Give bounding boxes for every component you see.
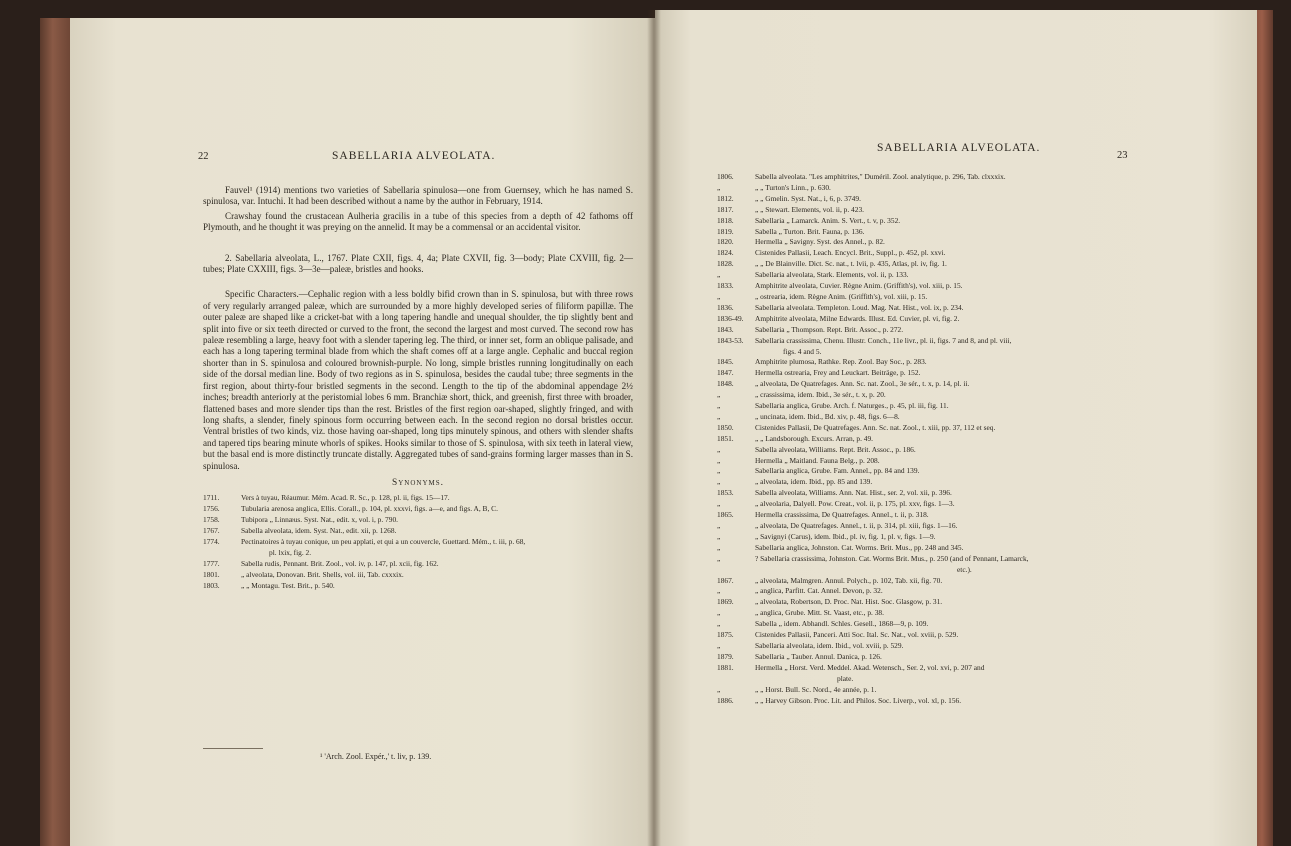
synonym-year: 1812. [717, 193, 734, 203]
synonym-year: 1836-49. [717, 313, 744, 323]
synonym-row [717, 292, 1195, 303]
synonym-text: Sabellaria anglica, Grube. Fam. Annel., pp. 84 and 139. [755, 466, 920, 476]
synonym-text: „ anglica, Parfitt. Cat. Annel. Devon, p. 32. [755, 586, 883, 596]
footnote: ¹ 'Arch. Zool. Expér.,' t. liv, p. 139. [320, 752, 432, 761]
synonym-continuation: pl. lxix, fig. 2. [269, 547, 312, 557]
synonym-text: Amphitrite plumosa, Rathke. Rep. Zool. Bay Soc., p. 283. [755, 357, 927, 367]
synonym-year: 1886. [717, 695, 734, 705]
synonym-row [717, 379, 1195, 390]
synonym-year: 1869. [717, 597, 734, 607]
synonym-year: „ [717, 531, 721, 541]
synonym-year: 1806. [717, 172, 734, 181]
synonym-year: „ [717, 477, 721, 487]
synonym-row [717, 619, 1195, 630]
running-head: SABELLARIA ALVEOLATA. [332, 150, 496, 162]
synonym-text: „ „ De Blainville. Dict. Sc. nat., t. lvii, p. 435, Atlas, pl. iv, fig. 1. [755, 259, 947, 269]
synonym-year: „ [717, 608, 721, 618]
synonym-row [717, 445, 1195, 456]
synonym-text: Sabellaria anglica, Johnston. Cat. Worms. Brit. Mus., pp. 248 and 345. [755, 542, 964, 552]
synonym-year: „ [717, 466, 721, 476]
synonym-row [717, 183, 1195, 194]
synonym-row [717, 456, 1195, 467]
synonym-year: 1867. [717, 575, 734, 585]
synonym-year: „ [717, 270, 721, 280]
specific-characters: Specific Characters.—Cephalic region with a less boldly bifid crown than in S. spinulosa, but with three rows of very regularly arranged paleæ, which are surrounded by a more highly developed series of filiform papillæ. The outer paleæ are shaped like a cricket-bat with a long tapering handle and unequal shoulder, the tip slightly bent and split into five or six teeth directed or curved to the front, the second the largest and most curved. The second row has paleæ resembling a large, heavy foot with a slender tapering leg. The third, or inner set, form an oblique palisade, and each has a long tapering terminal blade from which the shaft comes off at a large angle. Cephalic and buccal region shorter than in S. spinulosa and coloured brownish-purple. No long, simple bristles running longitudinally on each side of the dorsal median line. Body of two regions as in S. spinulosa, besides the caudal tube; three segments in the first region, about thirty-four bristled segments in the second. Length to the tip of the abdominal appendage 2½ inches; breadth anteriorly at the peristomial lobes 6 mm. Branchiæ short, thick, and greenish, first three with broader, flattened bases and more slender tips than the rest. Bristles of the first region oar-shaped, slightly fringed, and with long shafts, a slender, finely spinous form occurring between each. In the second region no dorsal bristles occur. Ventral bristles of two kinds, viz. those having oar-shaped, long tips minutely spinous, and others with slender shafts and tapered tips bearing minute whorls of spikes. Hooks similar to those of S. spinulosa, with six teeth in lateral view, but the basal end is more distinctly truncate distally. Aggregated tubes of sand-grains forming larger masses than in S. spinulosa. [203, 289, 633, 471]
synonym-text: Sabellaria alveolata, idem. Ibid., vol. xviii, p. 529. [755, 640, 904, 650]
synonym-row [717, 554, 1195, 565]
synonym-year: 1843. [717, 324, 734, 334]
synonym-continuation: figs. 4 and 5. [783, 346, 822, 356]
synonym-year: 1833. [717, 281, 734, 291]
synonym-text: „ „ Stewart. Elements, vol. ii, p. 423. [755, 204, 864, 214]
synonym-text: „ Savignyi (Carus), idem. Ibid., pl. iv, fig. 1, pl. v, figs. 1—9. [755, 531, 936, 541]
synonym-text: Hermella ostrearia, Frey and Leuckart. Beiträge, p. 152. [755, 368, 921, 378]
synonym-text: Sabellaria anglica, Grube. Arch. f. Naturges., p. 45, pl. iii, fig. 11. [755, 401, 949, 411]
synonym-row [203, 493, 633, 504]
synonym-row [717, 663, 1195, 674]
synonym-year: 1774. [203, 536, 220, 546]
synonym-text: „ alveolata, De Quatrefages. Annel., t. ii, p. 314, pl. xiii, figs. 1—16. [755, 521, 958, 530]
synonym-text: Cistenides Pallasii, Panceri. Atti Soc. Ital. Sc. Nat., vol. xviii, p. 529. [755, 630, 959, 640]
synonyms-list [203, 493, 633, 591]
synonym-row [717, 227, 1195, 238]
synonym-row [717, 412, 1195, 423]
synonym-row [717, 488, 1195, 499]
synonym-year: „ [717, 521, 721, 530]
synonym-year: 1767. [203, 526, 220, 536]
synonym-text: Amphitrite alveolata, Milne Edwards. Illust. Ed. Cuvier, pl. vi, fig. 2. [755, 313, 960, 323]
synonym-row [717, 499, 1195, 510]
synonym-text: Tubularia arenosa anglica, Ellis. Corall., p. 104, pl. xxxvi, figs. a—e, and figs. A, B, C. [241, 504, 498, 514]
synonym-continuation: plate. [837, 673, 854, 683]
synonym-row [717, 205, 1195, 216]
synonym-text: Hermella „ Maitland. Fauna Belg., p. 208. [755, 455, 880, 465]
synonym-year: 1818. [717, 215, 734, 225]
paragraph: Crawshay found the crustacean Aulheria gracilis in a tube of this species from a depth of 42 fathoms off Plymouth, and he thought it was preying on the annelid. It may be a commensal or an accidental visitor. [203, 210, 633, 233]
synonym-text: Sabella „ Turton. Brit. Fauna, p. 136. [755, 226, 865, 236]
synonym-text: „ „ Horst. Bull. Sc. Nord., 4e année, p. 1. [755, 684, 877, 694]
page-number: 23 [1117, 150, 1128, 161]
synonym-year: „ [717, 640, 721, 650]
synonym-row [717, 390, 1195, 401]
synonym-text: „ „ Harvey Gibson. Proc. Lit. and Philos. Soc. Liverp., vol. xl, p. 156. [755, 695, 962, 705]
synonym-continuation: etc.). [957, 564, 972, 574]
synonym-row [717, 325, 1195, 336]
synonym-text: „ anglica, Grube. Mitt. St. Vaast, etc., p. 38. [755, 608, 884, 618]
synonym-text: ? Sabellaria crassissima, Johnston. Cat. Worms Brit. Mus., p. 250 (and of Pennant, Lamarck, [755, 553, 1029, 563]
synonym-row [717, 303, 1195, 314]
synonym-text: Sabellaria alveolata. Templeton. Loud. Mag. Nat. Hist., vol. ix, p. 234. [755, 302, 964, 312]
synonym-text: Sabellaria crassissima, Chenu. Illustr. Conch., 11e livr., pl. ii, figs. 7 and 8, and pl. viii, [755, 335, 1012, 345]
synonym-year: 1820. [717, 237, 734, 247]
synonym-year: 1850. [717, 422, 734, 432]
synonym-text: Cistenides Pallasii, Leach. Encycl. Brit., Suppl., p. 452, pl. xxvi. [755, 248, 946, 258]
synonym-row [717, 543, 1195, 554]
left-page [70, 18, 655, 846]
synonym-text: Sabellaria alveolata, Stark. Elements, vol. ii, p. 133. [755, 270, 909, 280]
synonym-text: „ „ Landsborough. Excurs. Arran, p. 49. [755, 433, 874, 443]
synonym-row [717, 423, 1195, 434]
synonym-row [717, 521, 1195, 532]
synonym-row [717, 368, 1195, 379]
synonym-year: 1836. [717, 302, 734, 312]
synonym-year: 1851. [717, 433, 734, 443]
synonym-text: „ „ Montagu. Test. Brit., p. 540. [241, 580, 335, 590]
synonym-year: „ [717, 684, 721, 694]
synonym-text: „ alveolata, Malmgren. Annul. Polych., p. 102, Tab. xii, fig. 70. [755, 575, 943, 585]
synonym-year: 1853. [717, 488, 734, 498]
synonym-text: „ alveolata, Robertson, D. Proc. Nat. Hist. Soc. Glasgow, p. 31. [755, 597, 943, 607]
synonym-text: „ „ Gmelin. Syst. Nat., i, 6, p. 3749. [755, 193, 861, 203]
synonym-year: „ [717, 444, 721, 454]
synonym-row [717, 194, 1195, 205]
right-page [655, 10, 1257, 846]
synonym-year: „ [717, 542, 721, 552]
synonym-text: Sabella rudis, Pennant. Brit. Zool., vol. iv, p. 147, pl. xcii, fig. 162. [241, 558, 439, 568]
synonym-year: „ [717, 553, 721, 563]
synonym-row [717, 597, 1195, 608]
running-head: SABELLARIA ALVEOLATA. [877, 142, 1041, 154]
synonym-row [717, 248, 1195, 259]
synonym-row [717, 466, 1195, 477]
synonym-year: 1758. [203, 515, 220, 525]
synonym-text: Sabellaria „ Lamarck. Anim. S. Vert., t. v, p. 352. [755, 215, 901, 225]
synonym-row [203, 537, 633, 548]
synonym-text: Sabella alveolata. "Les amphitrites," Duméril. Zool. analytique, p. 296, Tab. clxxxix. [755, 172, 1006, 181]
synonym-text: Sabella alveolata, Williams. Ann. Nat. Hist., ser. 2, vol. xii, p. 396. [755, 488, 952, 498]
page-number: 22 [198, 151, 209, 162]
paragraph: Fauvel¹ (1914) mentions two varieties of Sabellaria spinulosa—one from Guernsey, which he has named S. spinulosa, var. Intuchi. It had been described without a name by the author in February, 1914. [203, 185, 633, 207]
synonym-text: Hermella crassissima, De Quatrefages. Annel., t. ii, p. 318. [755, 510, 929, 520]
synonym-row [717, 314, 1195, 325]
synonym-year: „ [717, 619, 721, 629]
synonym-row [717, 259, 1195, 270]
synonym-year: „ [717, 182, 721, 192]
synonym-text: Hermella „ Horst. Verd. Meddel. Akad. Wetensch., Ser. 2, vol. xvi, p. 207 and [755, 662, 985, 672]
synonym-text: Vers à tuyau, Réaumur. Mém. Acad. R. Sc., p. 128, pl. ii, figs. 15—17. [241, 493, 450, 503]
synonym-text: Sabellaria „ Thompson. Rept. Brit. Assoc., p. 272. [755, 324, 904, 334]
synonym-year: 1828. [717, 259, 734, 269]
species-heading: 2. Sabellaria alveolata, L., 1767. Plate CXII, figs. 4, 4a; Plate CXVII, fig. 3—body; Plate CXVIII, fig. 2—tubes; Plate CXXIII, figs. 3—3e—paleæ, bristles and hooks. [203, 252, 633, 275]
synonym-text: „ uncinata, idem. Ibid., Bd. xiv, p. 48, figs. 6—8. [755, 411, 900, 421]
synonym-row [717, 357, 1195, 368]
synonym-year: 1875. [717, 630, 734, 640]
synonym-row [203, 504, 633, 515]
synonym-row [203, 526, 633, 537]
synonym-text: „ ostrearia, idem. Règne Anim. (Griffith's), vol. xiii, p. 15. [755, 291, 928, 301]
synonym-year: 1819. [717, 226, 734, 236]
synonym-text: Hermella „ Savigny. Syst. des Annel., p. 82. [755, 237, 885, 247]
synonym-text: „ „ Turton's Linn., p. 630. [755, 182, 831, 192]
synonym-year: 1711. [203, 493, 220, 503]
synonym-text: Sabella alveolata, Williams. Rept. Brit. Assoc., p. 186. [755, 444, 916, 454]
synonym-row [717, 641, 1195, 652]
synonym-row [717, 237, 1195, 248]
book-cover-left [40, 18, 72, 846]
synonym-text: Amphitrite alveolata, Cuvier. Règne Anim. (Griffith's), vol. xiii, p. 15. [755, 281, 963, 291]
synonym-year: 1879. [717, 651, 734, 661]
footnote-rule [203, 748, 263, 749]
synonym-year: 1817. [717, 204, 734, 214]
synonym-year: 1756. [203, 504, 220, 514]
synonym-row [717, 270, 1195, 281]
synonym-year: 1847. [717, 368, 734, 378]
synonyms-list [717, 172, 1195, 706]
synonym-text: Tubipora „ Linnæus. Syst. Nat., edit. x, vol. i, p. 790. [241, 515, 398, 525]
synonym-row [717, 630, 1195, 641]
synonym-row [717, 652, 1195, 663]
synonym-year: „ [717, 455, 721, 465]
book-gutter [647, 10, 661, 846]
synonym-row [717, 216, 1195, 227]
synonym-text: Cistenides Pallasii, De Quatrefages. Ann. Sc. nat. Zool., t. xiii, pp. 37, 112 et seq. [755, 422, 996, 432]
synonym-row [717, 608, 1195, 619]
synonym-row [717, 532, 1195, 543]
synonym-row [203, 581, 633, 592]
synonym-row [717, 510, 1195, 521]
synonym-row [717, 696, 1195, 707]
synonym-row [717, 586, 1195, 597]
synonym-row [717, 172, 1195, 183]
synonym-year: „ [717, 390, 721, 400]
synonyms-heading: Synonyms. [392, 477, 444, 488]
synonym-row [203, 559, 633, 570]
synonym-row [717, 434, 1195, 445]
synonym-row [717, 281, 1195, 292]
synonym-year: 1865. [717, 510, 734, 520]
synonym-year: „ [717, 586, 721, 596]
synonym-row [717, 685, 1195, 696]
synonym-year: 1881. [717, 662, 734, 672]
synonym-year: „ [717, 411, 721, 421]
synonym-text: „ alveolaria, Dalyell. Pow. Creat., vol. ii, p. 175, pl. xxv, figs. 1—3. [755, 499, 955, 509]
synonym-row [203, 515, 633, 526]
synonym-year: 1848. [717, 379, 734, 389]
synonym-text: „ crassissima, idem. Ibid., 3e sér., t. x, p. 20. [755, 390, 886, 400]
synonym-text: Sabellaria „ Tauber. Annul. Danica, p. 126. [755, 651, 882, 661]
synonym-year: 1777. [203, 558, 220, 568]
synonym-row [717, 401, 1195, 412]
synonym-text: Sabella alveolata, idem. Syst. Nat., edit. xii, p. 1268. [241, 526, 397, 536]
body-text [203, 185, 633, 592]
synonym-year: „ [717, 499, 721, 509]
synonym-row [203, 570, 633, 581]
synonym-year: 1845. [717, 357, 734, 367]
synonym-year: 1824. [717, 248, 734, 258]
synonym-year: „ [717, 291, 721, 301]
synonym-year: 1803. [203, 580, 220, 590]
synonym-text: Sabella „ idem. Abhandl. Schles. Gesell., 1868—9, p. 109. [755, 619, 929, 629]
synonym-row [717, 576, 1195, 587]
synonym-year: 1843-53. [717, 335, 744, 345]
synonym-row [717, 336, 1195, 347]
synonym-year: 1801. [203, 569, 220, 579]
synonym-year: „ [717, 401, 721, 411]
synonym-text: „ alveolata, idem. Ibid., pp. 85 and 139. [755, 477, 873, 487]
synonym-row [717, 477, 1195, 488]
synonym-text: „ alveolata, De Quatrefages. Ann. Sc. nat. Zool., 3e sér., t. x, p. 14, pl. ii. [755, 379, 970, 389]
synonym-text: „ alveolata, Donovan. Brit. Shells, vol. iii, Tab. cxxxix. [241, 569, 404, 579]
synonym-text: Pectinatoires à tuyau conique, un peu applati, et qui a un couvercle, Guettard. Mém., t. iii, p. 68, [241, 536, 526, 546]
